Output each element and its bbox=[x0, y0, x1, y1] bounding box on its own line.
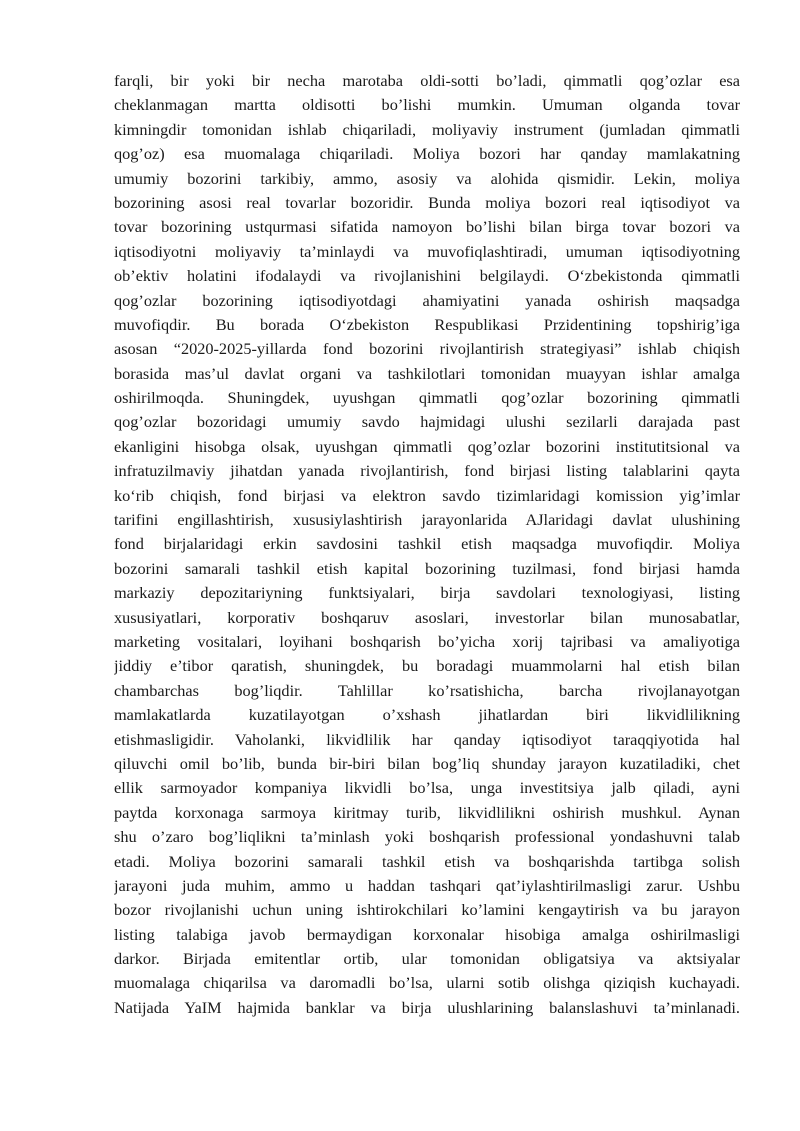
text-line: jarayoni juda muhim, ammo u haddan tashqari qat’iylashtirilmasligi zarur. Ushbu bbox=[114, 875, 740, 895]
text-line: qog’oz) esa muomalaga chiqariladi. Moliya bozori har qanday mamlakatning bbox=[114, 144, 740, 164]
text-line: ob’ektiv holatini ifodalaydi va rivojlanishini belgilaydi. O‘zbekistonda qimmatli bbox=[114, 266, 740, 286]
text-line: ekanligini hisobga olsak, uyushgan qimmatli qog’ozlar bozorini institutitsional va bbox=[114, 436, 740, 456]
text-line: qog’ozlar bozorining iqtisodiyotdagi ahamiyatini yanada oshirish maqsadga bbox=[114, 290, 740, 310]
text-line: paytda korxonaga sarmoya kiritmay turib, likvidlilikni oshirish mushkul. Aynan bbox=[114, 802, 740, 822]
text-line: etishmasligidir. Vaholanki, likvidlilik har qanday iqtisodiyot taraqqiyotida hal bbox=[114, 729, 740, 749]
text-line: darkor. Birjada emitentlar ortib, ular tomonidan obligatsiya va aktsiyalar bbox=[114, 949, 740, 969]
text-line: listing talabiga javob bermaydigan korxonalar hisobiga amalga oshirilmasligi bbox=[114, 924, 740, 944]
text-line: markaziy depozitariyning funktsiyalari, birja savdolari texnologiyasi, listing bbox=[114, 583, 740, 603]
text-line: cheklanmagan martta oldisotti bo’lishi mumkin. Umuman olganda tovar bbox=[114, 95, 740, 115]
text-line: jiddiy e’tibor qaratish, shuningdek, bu boradagi muammolarni hal etish bilan bbox=[114, 656, 740, 676]
text-line: farqli, bir yoki bir necha marotaba oldi-sotti bo’ladi, qimmatli qog’ozlar esa bbox=[114, 71, 740, 90]
text-line: infratuzilmaviy jihatdan yanada rivojlantirish, fond birjasi listing talablarini qayta bbox=[114, 461, 740, 481]
text-line: etadi. Moliya bozorini samarali tashkil etish va boshqarishda tartibga solish bbox=[114, 851, 740, 871]
text-line: qog’ozlar bozoridagi umumiy savdo hajmidagi ulushi sezilarli darajada past bbox=[114, 412, 740, 432]
text-line: ellik sarmoyador kompaniya likvidli bo’lsa, unga investitsiya jalb qiladi, ayni bbox=[114, 778, 740, 798]
text-line: kimningdir tomonidan ishlab chiqariladi, moliyaviy instrument (jumladan qimmatli bbox=[114, 119, 740, 139]
text-line: umumiy bozorini tarkibiy, ammo, asosiy va alohida qismidir. Lekin, moliya bbox=[114, 168, 740, 188]
text-line: Natijada YaIM hajmida banklar va birja ulushlarining balanslashuvi ta’minlanadi. bbox=[114, 997, 740, 1017]
text-line: tovar bozorining ustqurmasi sifatida namoyon bo’lishi bilan birga tovar bozori va bbox=[114, 217, 740, 237]
text-line: muomalaga chiqarilsa va daromadli bo’lsa, ularni sotib olishga qiziqish kuchayadi. bbox=[114, 973, 740, 993]
body-paragraph bbox=[114, 69, 740, 1020]
text-line: xususiyatlari, korporativ boshqaruv asoslari, investorlar bilan munosabatlar, bbox=[114, 607, 740, 627]
text-line: bozor rivojlanishi uchun uning ishtirokchilari ko’lamini kengaytirish va bu jarayon bbox=[114, 900, 740, 920]
text-line: fond birjalaridagi erkin savdosini tashkil etish maqsadga muvofiqdir. Moliya bbox=[114, 534, 740, 554]
text-line: tarifini engillashtirish, xususiylashtirish jarayonlarida AJlaridagi davlat ulushining bbox=[114, 510, 740, 530]
text-line: ko‘rib chiqish, fond birjasi va elektron savdo tizimlaridagi komission yig’imlar bbox=[114, 485, 740, 505]
text-line: chambarchas bog’liqdir. Tahlillar ko’rsatishicha, barcha rivojlanayotgan bbox=[114, 680, 740, 700]
text-line: muvofiqdir. Bu borada O‘zbekiston Respublikasi Przidentining topshirig’iga bbox=[114, 314, 740, 334]
text-line: mamlakatlarda kuzatilayotgan o’xshash jihatlardan biri likvidlilikning bbox=[114, 705, 740, 725]
text-line: marketing vositalari, loyihani boshqarish bo’yicha xorij tajribasi va amaliyotiga bbox=[114, 631, 740, 651]
text-line: bozorini samarali tashkil etish kapital bozorining tuzilmasi, fond birjasi hamda bbox=[114, 558, 740, 578]
text-line: asosan “2020-2025-yillarda fond bozorini rivojlantirish strategiyasi” ishlab chiqish bbox=[114, 339, 740, 359]
text-line: oshirilmoqda. Shuningdek, uyushgan qimmatli qog’ozlar bozorining qimmatli bbox=[114, 388, 740, 408]
text-line: qiluvchi omil bo’lib, bunda bir-biri bilan bog’liq shunday jarayon kuzatiladiki, chet bbox=[114, 753, 740, 773]
text-line: iqtisodiyotni moliyaviy ta’minlaydi va muvofiqlashtiradi, umuman iqtisodiyotning bbox=[114, 241, 740, 261]
text-line: bozorining asosi real tovarlar bozoridir. Bunda moliya bozori real iqtisodiyot va bbox=[114, 192, 740, 212]
text-line: borasida mas’ul davlat organi va tashkilotlari tomonidan muayyan ishlar amalga bbox=[114, 363, 740, 383]
text-line: shu o’zaro bog’liqlikni ta’minlash yoki boshqarish professional yondashuvni talab bbox=[114, 827, 740, 847]
